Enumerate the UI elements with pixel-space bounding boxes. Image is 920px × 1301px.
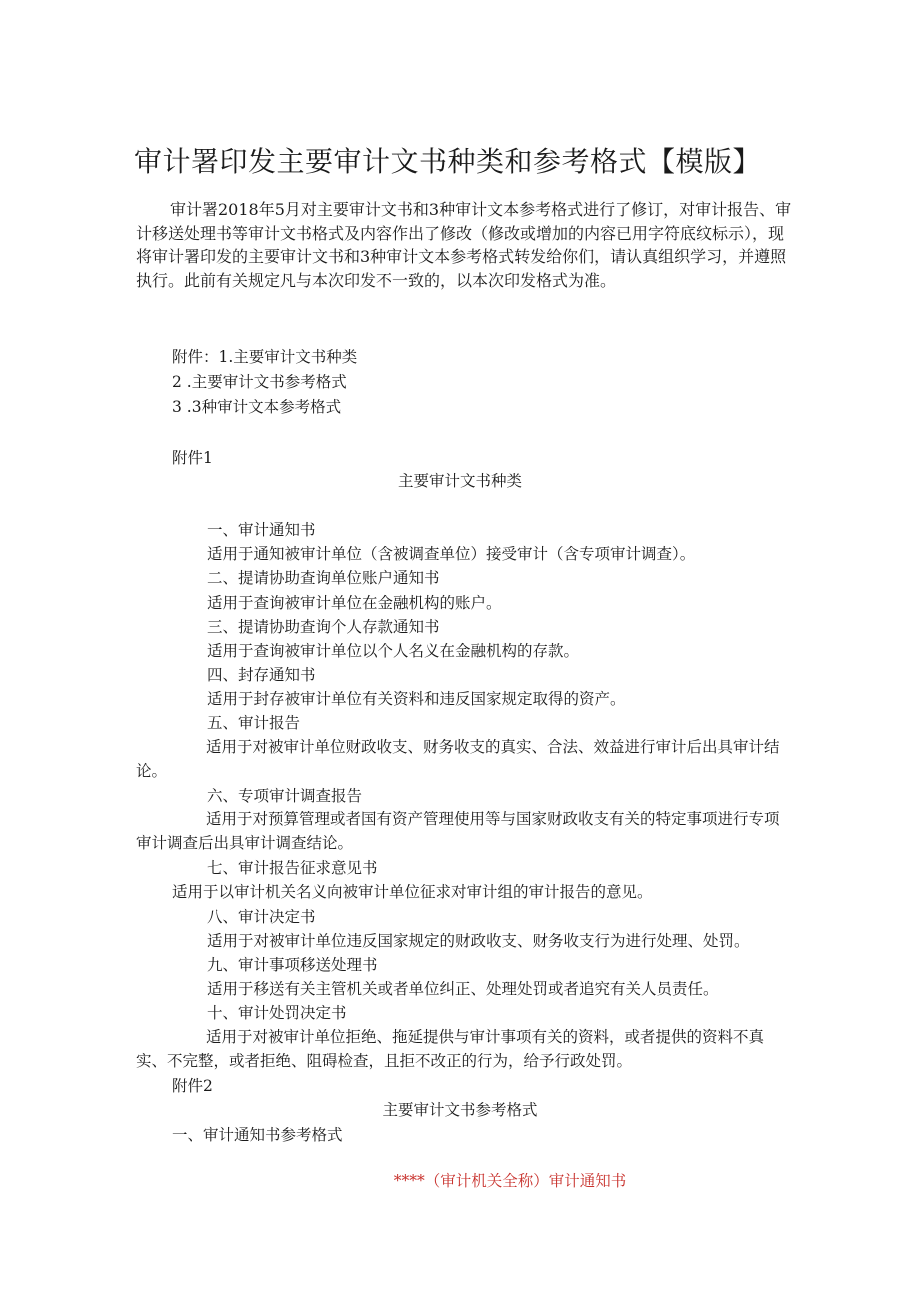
item-8-title: 八、审计决定书	[207, 908, 316, 926]
attachment-line-2: 2 .主要审计文书参考格式	[172, 373, 347, 391]
item-10-title: 十、审计处罚决定书	[207, 1004, 347, 1022]
item-4-desc: 适用于封存被审计单位有关资料和违反国家规定取得的资产。	[207, 690, 626, 708]
annex2-heading: 主要审计文书参考格式	[382, 1101, 538, 1119]
item-3-desc: 适用于查询被审计单位以个人名义在金融机构的存款。	[207, 642, 580, 660]
document-title: 审计署印发主要审计文书种类和参考格式【模版】	[134, 145, 762, 178]
annex1-label: 附件1	[172, 449, 213, 467]
item-7-title: 七、审计报告征求意见书	[207, 859, 378, 877]
item-8-desc: 适用于对被审计单位违反国家规定的财政收支、财务收支行为进行处理、处罚。	[207, 932, 750, 950]
annex1-heading: 主要审计文书种类	[397, 472, 522, 490]
item-2-desc: 适用于查询被审计单位在金融机构的账户。	[207, 594, 502, 612]
attachment-line-3: 3 .3种审计文本参考格式	[172, 398, 342, 416]
item-9-desc: 适用于移送有关主管机关或者单位纠正、处理处罚或者追究有关人员责任。	[207, 980, 719, 998]
item-6-title: 六、专项审计调查报告	[207, 787, 363, 805]
item-1-title: 一、审计通知书	[207, 521, 316, 539]
item-7-desc: 适用于以审计机关名义向被审计单位征求对审计组的审计报告的意见。	[172, 883, 653, 901]
item-5-desc: 适用于对被审计单位财政收支、财务收支的真实、合法、效益进行审计后出具审计结论。	[136, 738, 780, 780]
intro-paragraph: 审计署2018年5月对主要审计文书和3种审计文本参考格式进行了修订，对审计报告、审计移送处理书等审计文书格式及内容作出了修改（修改或增加的内容已用字符底纹标示），现将审计署印发的主要审计文书和3种审计文本参考格式转发给你们，请认真组织学习，并遵照执行。此前有关规定凡与本次印发不一致的，以本次印发格式为准。	[136, 200, 792, 290]
item-3-title: 三、提请协助查询个人存款通知书	[207, 618, 440, 636]
item-10-desc: 适用于对被审计单位拒绝、拖延提供与审计事项有关的资料，或者提供的资料不真实、不完整，或者拒绝、阻碍检查，且拒不改正的行为，给予行政处罚。	[136, 1028, 765, 1070]
item-9-title: 九、审计事项移送处理书	[207, 956, 378, 974]
item-1-desc: 适用于通知被审计单位（含被调查单位）接受审计（含专项审计调查）。	[207, 545, 696, 563]
item-2-title: 二、提请协助查询单位账户通知书	[207, 569, 440, 587]
annex2-label: 附件2	[172, 1077, 213, 1095]
attachment-line-1: 附件：1.主要审计文书种类	[172, 348, 358, 366]
item-5-title: 五、审计报告	[207, 714, 301, 732]
annex2-subheading: 一、审计通知书参考格式	[172, 1126, 343, 1144]
item-4-title: 四、封存通知书	[207, 666, 316, 684]
item-6-desc: 适用于对预算管理或者国有资产管理使用等与国家财政收支有关的特定事项进行专项审计调查后出具审计调查结论。	[136, 810, 780, 852]
notice-red-title: ****（审计机关全称）审计通知书	[393, 1172, 627, 1190]
